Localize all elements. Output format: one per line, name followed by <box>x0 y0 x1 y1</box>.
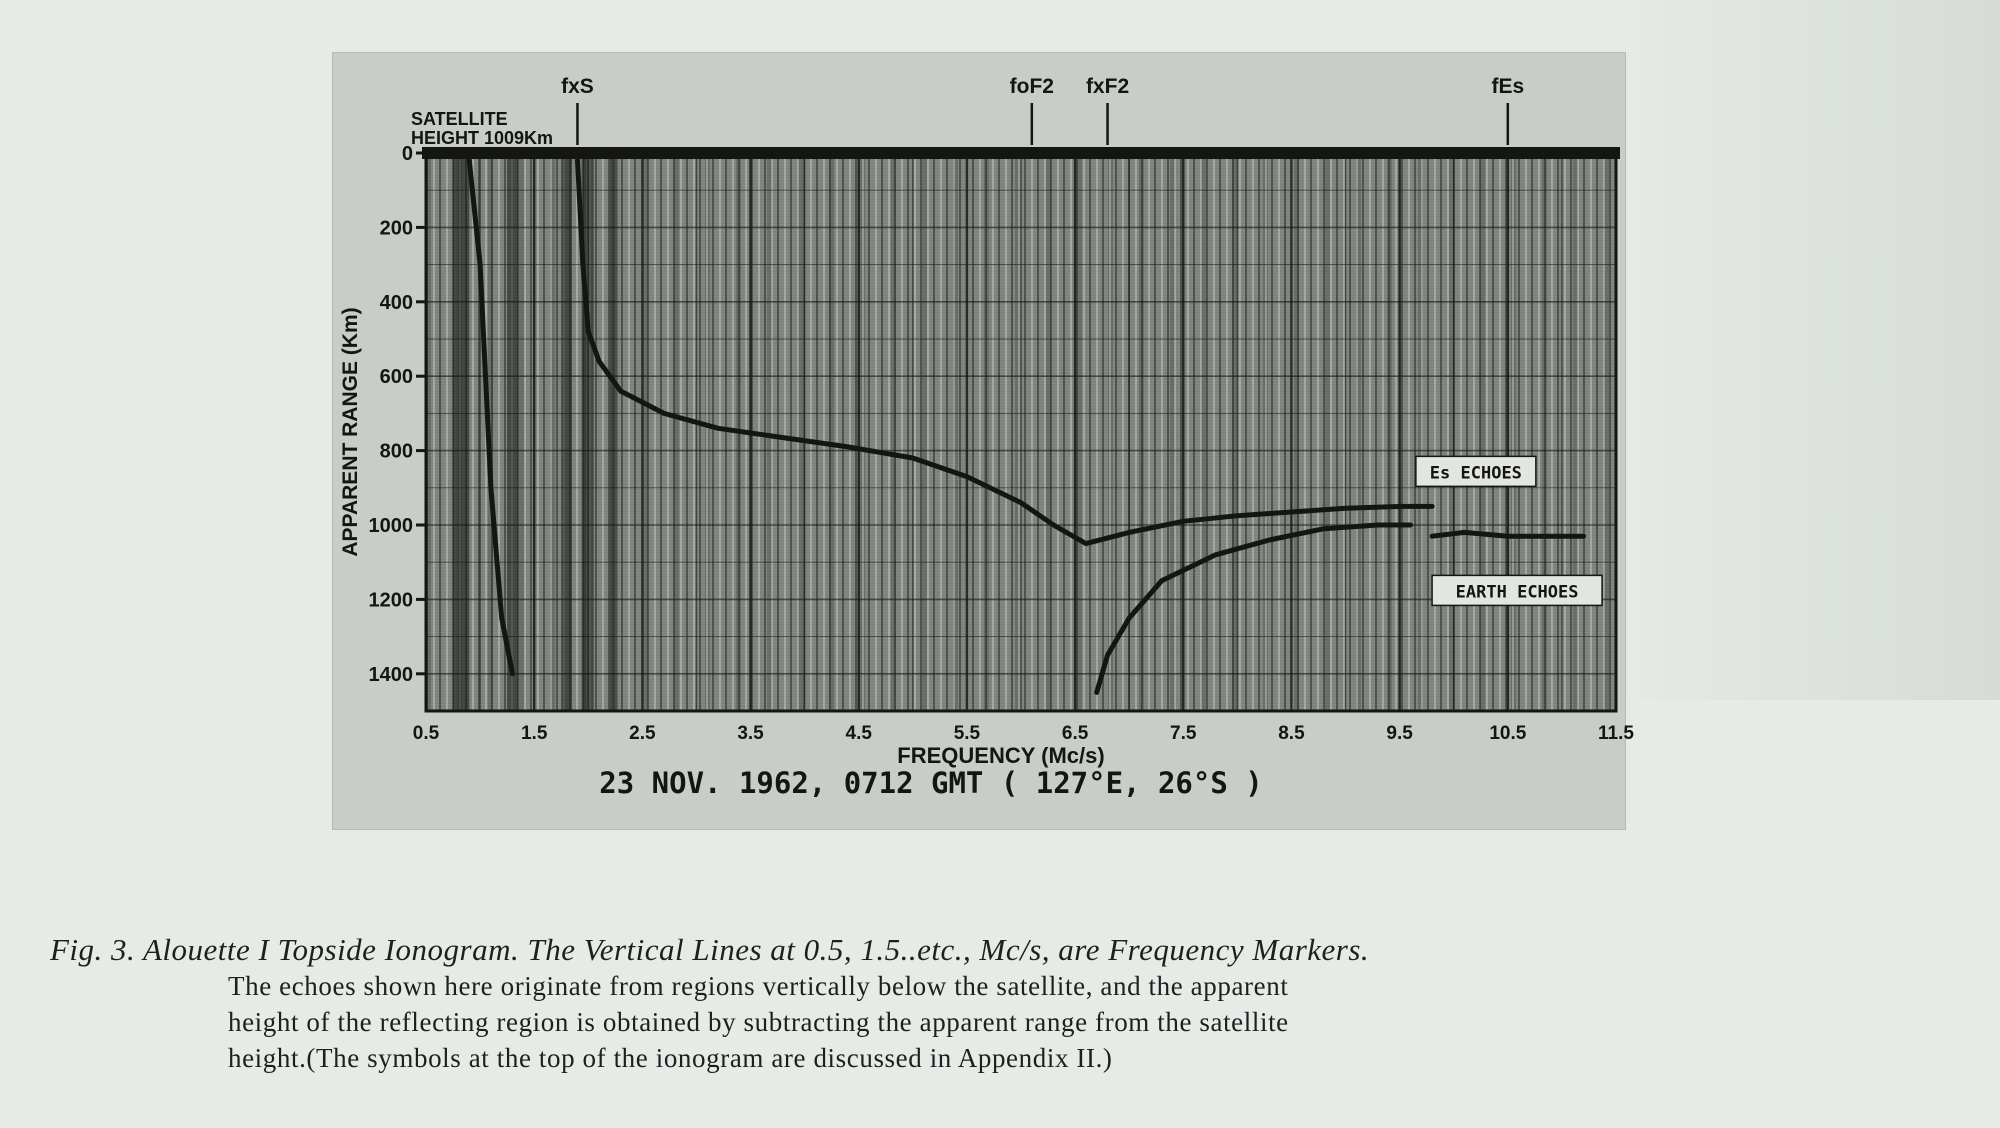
figure-description-line: The echoes shown here originate from regions vertically below the satellite, and the apparent <box>228 971 1289 1001</box>
noise-band <box>610 153 618 711</box>
figure-description <box>228 968 1728 1076</box>
y-tick-label: 0 <box>401 143 413 165</box>
marker-label: fxS <box>561 75 594 98</box>
figure-description-line: height of the reflecting region is obtained by subtracting the apparent range from the satellite <box>228 1007 1289 1037</box>
x-tick-label: 10.5 <box>1489 723 1527 744</box>
echo-trace <box>469 160 512 673</box>
x-tick-label: 11.5 <box>1598 723 1634 744</box>
ionogram-chart <box>333 53 1634 829</box>
x-tick-label: 8.5 <box>1278 723 1305 744</box>
es-echoes-label: Es ECHOES <box>1429 463 1522 484</box>
echo-trace <box>1097 525 1411 692</box>
x-tick-label: 2.5 <box>629 723 656 744</box>
marker-label: foF2 <box>1009 75 1054 98</box>
x-tick-label: 6.5 <box>1061 723 1089 744</box>
y-tick-label: 1400 <box>368 663 413 686</box>
ionogram-caption: 23 NOV. 1962, 0712 GMT ( 127°E, 26°S ) <box>599 766 1263 800</box>
ionogram-figure <box>333 53 1634 829</box>
figure-description-line: height.(The symbols at the top of the ionogram are discussed in Appendix II.) <box>228 1043 1113 1073</box>
earth-echoes-label: EARTH ECHOES <box>1455 582 1579 603</box>
marker-label: fxF2 <box>1085 75 1130 98</box>
y-tick-label: 800 <box>379 440 413 463</box>
x-tick-label: 5.5 <box>953 723 981 744</box>
x-tick-label: 3.5 <box>737 723 764 744</box>
y-tick-label: 600 <box>379 366 413 389</box>
echo-trace <box>578 160 1054 525</box>
figure-label: Fig. 3. Alouette I Topside Ionogram. The Vertical Lines at 0.5, 1.5..etc., Mc/s, are Frequency Markers. <box>50 932 1370 967</box>
y-axis-title: APPARENT RANGE (Km) <box>339 307 362 557</box>
noise-band <box>507 153 518 711</box>
x-tick-label: 4.5 <box>845 723 872 744</box>
noise-band <box>453 153 469 711</box>
noise-band <box>561 153 572 711</box>
x-axis-title: FREQUENCY (Mc/s) <box>897 743 1105 768</box>
marker-label: fEs <box>1491 75 1525 98</box>
y-tick-label: 400 <box>379 291 413 314</box>
y-tick-label: 1200 <box>368 589 413 612</box>
y-tick-label: 200 <box>379 217 413 240</box>
x-tick-label: 7.5 <box>1170 723 1197 744</box>
y-tick-label: 1000 <box>368 515 413 537</box>
noise-band <box>583 153 594 711</box>
x-tick-label: 1.5 <box>520 723 548 744</box>
x-tick-label: 9.5 <box>1386 723 1413 744</box>
adjacent-page-bleed <box>1600 0 2000 700</box>
x-tick-label: 0.5 <box>412 723 440 744</box>
satellite-label: SATELLITE <box>411 109 508 129</box>
satellite-height-label: HEIGHT 1009Km <box>411 128 554 148</box>
